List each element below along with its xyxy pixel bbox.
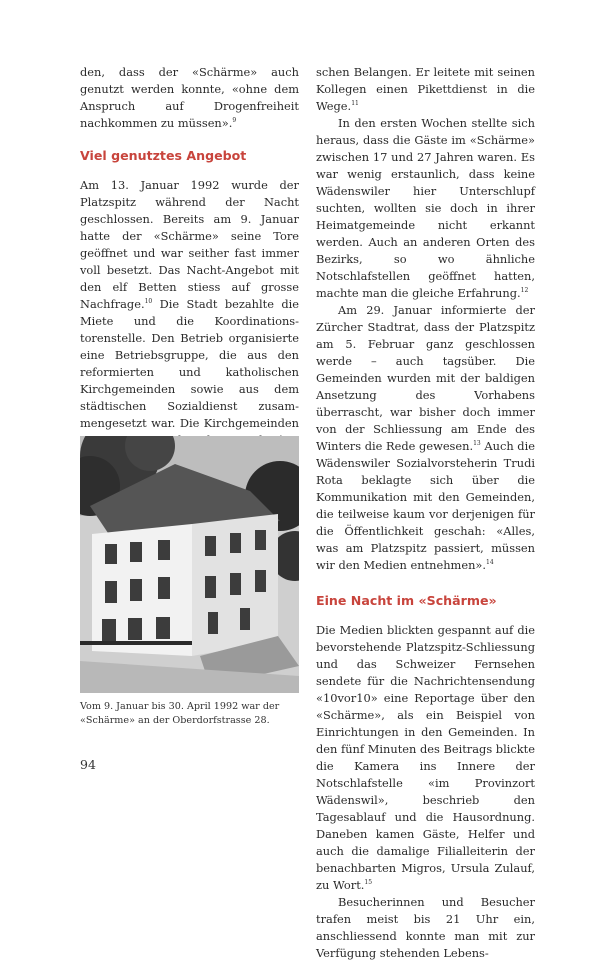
paragraph-2: In den ersten Wochen stellte sich heraus, dass die Gäste im «Schärme» zwischen 17 und 27 Jahren waren. Es war wenig erstaunlich, dass keine Wädenswiler hier Unterschlupf suchten, wollten sie doch in ihrer Heimatgemeinde nicht erkannt werden. Auch an anderen Orten des Bezirks, so wo ähnliche Notschlafstellen geöffnet hatten, machte man die gleiche Erfahrung.$^{12}$ bbox=[316, 116, 535, 300]
paragraph-3: Am 29. Januar informierte der Zürcher Stadtrat, dass der Platzspitz am 5. Februar ganz geschlossen werde – auch tagsüber. Die Gemeinden wurden mit der baldigen Ansetzung des Vorhabens überrascht, war bisher doch immer von der Schliessung am Ende des Winters die Rede gewesen.$^{13}$ Auch die Wädenswiler Sozialvorsteherin Trudi Rota beklagte sich über die Kommunikation mit den Gemeinden, die teilweise kaum vor derjenigen für die Öffentlichkeit geschah: «Alles, was am Platzspitz passiert, müssen wir den Medien entnehmen».$^{14}$ bbox=[316, 303, 535, 572]
paragraph-1: schen Belangen. Er leitete mit seinen Kollegen einen Pikettdienst in die Wege.$^{11}$ bbox=[316, 65, 535, 113]
footnote-ref[interactable]: 9 bbox=[232, 117, 237, 125]
paragraph-4: Die Medien blickten gespannt auf die bevorstehende Platzspitz-Schliessung und das Schweizer Fernsehen sendete für die Nachrichtensendung «10vor10» eine Reportage über den «Schärme», als ein Beispiel von Einrichtungen in den Gemeinden. In den fünf Minuten des Beitrags blickte die Kamera ins Innere der Notschlafstelle «im Provinzort Wädenswil», beschrieb den Tagesablauf und die Hausordnung. Daneben kamen Gäste, Helfer und auch die damalige Filialleiterin der benachbarten Migros, Ursula Zulauf, zu Wort.$^{15}$ bbox=[316, 623, 535, 892]
building-photo bbox=[80, 436, 299, 693]
section-heading-nacht: Eine Nacht im «Schärme» bbox=[316, 593, 497, 608]
footnote-ref[interactable]: 13 bbox=[473, 440, 481, 448]
footnote-ref[interactable]: 11 bbox=[351, 100, 359, 108]
paragraph-main: Am 13. Januar 1992 wurde der Platzspitz während der Nacht geschlossen. Bereits am 9. Januar hatte der «Schärme» seine Tore geöffnet und war seither fast immer voll besetzt. Das Nacht-Angebot mit den elf Betten stiess auf grosse Nachfrage.$^{10}$ Die Stadt bezahlte die Miete und die Koordinationstorenstelle. Den Betrieb organisierte eine Betriebsgruppe, die aus den reformierten und katholischen Kirchgemeinden sowie aus dem städtischen Sozialdienst zusammengesetzt war. Die Kirchgemeinden bbox=[80, 178, 299, 430]
footnote-ref[interactable]: 10 bbox=[144, 298, 153, 306]
footnote-ref[interactable]: 15 bbox=[364, 879, 373, 887]
page-number: 94 bbox=[80, 757, 96, 772]
paragraph-5: Besucherinnen und Besucher trafen meist bis 21 Uhr ein, anschliessend konnte man mit zur Verfügung stehenden Lebens- bbox=[316, 895, 535, 960]
right-column bbox=[316, 64, 535, 962]
paragraph-intro: den, dass der «Schärme» auch genutzt werden konnte, «ohne dem Anspruch auf Drogenfreiheit nachkommen zu müssen».$^9$ bbox=[80, 65, 299, 130]
footnote-ref[interactable]: 14 bbox=[486, 559, 494, 567]
photo-caption: Vom 9. Januar bis 30. April 1992 war der «Schärme» an der Oberdorfstrasse 28. bbox=[80, 701, 280, 726]
footnote-ref[interactable]: 12 bbox=[520, 287, 529, 295]
section-heading-angebot: Viel genutztes Angebot bbox=[80, 148, 247, 163]
